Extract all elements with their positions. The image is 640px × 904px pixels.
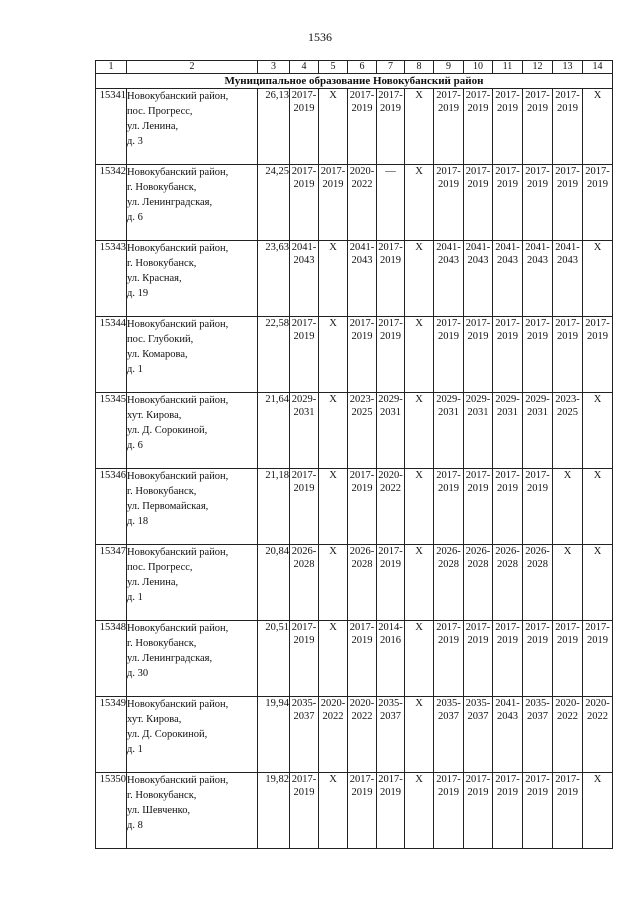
column-header: 12 (523, 61, 553, 74)
record-number: 15350 (96, 773, 127, 849)
record-number: 15342 (96, 165, 127, 241)
period-cell: 2017- 2019 (377, 545, 405, 621)
table-row (96, 165, 613, 241)
address-line: Новокубанский район, (127, 395, 229, 406)
address-cell (127, 773, 258, 849)
address-line: д. 18 (127, 516, 149, 527)
address-line: Новокубанский район, (127, 775, 229, 786)
column-header: 6 (348, 61, 377, 74)
table-row (96, 545, 613, 621)
period-cell: 2017- 2019 (434, 317, 464, 393)
period-cell: Х (583, 89, 613, 165)
period-cell: 2017- 2019 (290, 469, 319, 545)
table-row (96, 697, 613, 773)
period-cell: 2026- 2028 (493, 545, 523, 621)
period-cell: 2017- 2019 (523, 89, 553, 165)
column-header: 9 (434, 61, 464, 74)
period-cell: Х (553, 545, 583, 621)
period-cell: 2017- 2019 (553, 317, 583, 393)
period-cell: 2017- 2019 (348, 317, 377, 393)
period-cell: — (377, 165, 405, 241)
period-cell: 2014- 2016 (377, 621, 405, 697)
address-line: г. Новокубанск, (127, 486, 197, 497)
period-cell: 2017- 2019 (583, 165, 613, 241)
period-cell: 2026- 2028 (523, 545, 553, 621)
area-cell: 20,51 (258, 621, 290, 697)
period-cell: 2023- 2025 (553, 393, 583, 469)
housing-registry-table (95, 60, 613, 849)
period-cell: 2020- 2022 (319, 697, 348, 773)
table-row (96, 469, 613, 545)
column-header: 11 (493, 61, 523, 74)
table-row (96, 317, 613, 393)
period-cell: Х (553, 469, 583, 545)
period-cell: 2017- 2019 (464, 89, 493, 165)
period-cell: 2029- 2031 (493, 393, 523, 469)
period-cell: 2017- 2019 (553, 165, 583, 241)
address-line: Новокубанский район, (127, 471, 229, 482)
period-cell: Х (583, 241, 613, 317)
period-cell: 2017- 2019 (348, 773, 377, 849)
period-cell: 2017- 2019 (523, 773, 553, 849)
period-cell: 2029- 2031 (464, 393, 493, 469)
address-line: ул. Красная, (127, 273, 182, 284)
region-row (96, 74, 613, 89)
period-cell: Х (319, 621, 348, 697)
column-header: 13 (553, 61, 583, 74)
period-cell: 2026- 2028 (290, 545, 319, 621)
column-header: 3 (258, 61, 290, 74)
period-cell: 2017- 2019 (553, 621, 583, 697)
period-cell: Х (405, 89, 434, 165)
address-line: д. 19 (127, 288, 149, 299)
period-cell: Х (583, 469, 613, 545)
table-row (96, 241, 613, 317)
page-number: 1536 (308, 30, 332, 44)
address-cell (127, 469, 258, 545)
address-line: ул. Шевченко, (127, 805, 191, 816)
address-line: ул. Д. Сорокиной, (127, 729, 208, 740)
address-line: д. 6 (127, 212, 143, 223)
period-cell: 2041- 2043 (348, 241, 377, 317)
address-line: г. Новокубанск, (127, 258, 197, 269)
area-cell: 21,18 (258, 469, 290, 545)
period-cell: 2017- 2019 (348, 621, 377, 697)
address-line: Новокубанский район, (127, 547, 229, 558)
column-header: 2 (127, 61, 258, 74)
period-cell: 2017- 2019 (464, 773, 493, 849)
period-cell: 2041- 2043 (553, 241, 583, 317)
period-cell: 2029- 2031 (377, 393, 405, 469)
address-line: ул. Д. Сорокиной, (127, 425, 208, 436)
period-cell: 2017- 2019 (319, 165, 348, 241)
area-cell: 20,84 (258, 545, 290, 621)
column-header: 7 (377, 61, 405, 74)
period-cell: Х (319, 317, 348, 393)
address-cell (127, 317, 258, 393)
period-cell: Х (583, 393, 613, 469)
column-header: 1 (96, 61, 127, 74)
address-line: пос. Прогресс, (127, 106, 193, 117)
period-cell: 2017- 2019 (434, 469, 464, 545)
address-line: д. 1 (127, 744, 143, 755)
period-cell: Х (405, 393, 434, 469)
period-cell: 2017- 2019 (583, 317, 613, 393)
period-cell: 2017- 2019 (553, 773, 583, 849)
address-line: ул. Первомайская, (127, 501, 209, 512)
address-line: д. 3 (127, 136, 143, 147)
period-cell: 2017- 2019 (493, 621, 523, 697)
record-number: 15346 (96, 469, 127, 545)
address-cell (127, 165, 258, 241)
column-header-row (96, 61, 613, 74)
period-cell: Х (583, 773, 613, 849)
address-cell (127, 545, 258, 621)
period-cell: 2026- 2028 (348, 545, 377, 621)
period-cell: 2020- 2022 (553, 697, 583, 773)
column-header: 10 (464, 61, 493, 74)
period-cell: 2023- 2025 (348, 393, 377, 469)
column-header: 5 (319, 61, 348, 74)
period-cell: 2017- 2019 (523, 165, 553, 241)
period-cell: 2017- 2019 (493, 89, 523, 165)
period-cell: 2026- 2028 (434, 545, 464, 621)
address-cell (127, 241, 258, 317)
period-cell: 2017- 2019 (434, 621, 464, 697)
period-cell: 2041- 2043 (290, 241, 319, 317)
address-cell (127, 89, 258, 165)
period-cell: 2020- 2022 (348, 697, 377, 773)
period-cell: 2017- 2019 (290, 317, 319, 393)
period-cell: 2017- 2019 (464, 317, 493, 393)
period-cell: 2017- 2019 (464, 469, 493, 545)
record-number: 15348 (96, 621, 127, 697)
period-cell: 2017- 2019 (493, 165, 523, 241)
address-line: пос. Прогресс, (127, 562, 193, 573)
period-cell: 2026- 2028 (464, 545, 493, 621)
period-cell: 2017- 2019 (464, 621, 493, 697)
period-cell: Х (405, 697, 434, 773)
period-cell: 2017- 2019 (583, 621, 613, 697)
period-cell: 2017- 2019 (434, 89, 464, 165)
address-line: д. 6 (127, 440, 143, 451)
record-number: 15343 (96, 241, 127, 317)
period-cell: 2017- 2019 (290, 165, 319, 241)
address-cell (127, 621, 258, 697)
period-cell: 2041- 2043 (493, 241, 523, 317)
period-cell: 2020- 2022 (583, 697, 613, 773)
period-cell: 2017- 2019 (348, 89, 377, 165)
period-cell: 2029- 2031 (434, 393, 464, 469)
table-row (96, 393, 613, 469)
address-line: Новокубанский район, (127, 623, 229, 634)
column-header: 14 (583, 61, 613, 74)
period-cell: 2017- 2019 (493, 469, 523, 545)
address-line: Новокубанский район, (127, 243, 229, 254)
period-cell: 2041- 2043 (434, 241, 464, 317)
period-cell: 2029- 2031 (290, 393, 319, 469)
period-cell: 2017- 2019 (523, 621, 553, 697)
period-cell: 2035- 2037 (464, 697, 493, 773)
period-cell: Х (405, 469, 434, 545)
address-line: Новокубанский район, (127, 167, 229, 178)
period-cell: Х (405, 773, 434, 849)
period-cell: Х (405, 545, 434, 621)
period-cell: 2017- 2019 (553, 89, 583, 165)
period-cell: 2035- 2037 (377, 697, 405, 773)
period-cell: Х (319, 89, 348, 165)
record-number: 15349 (96, 697, 127, 773)
period-cell: 2020- 2022 (348, 165, 377, 241)
period-cell: Х (319, 393, 348, 469)
area-cell: 19,94 (258, 697, 290, 773)
period-cell: 2041- 2043 (523, 241, 553, 317)
record-number: 15347 (96, 545, 127, 621)
period-cell: Х (319, 469, 348, 545)
region-title: Муниципальное образование Новокубанский район (96, 74, 613, 89)
period-cell: 2017- 2019 (493, 317, 523, 393)
address-line: ул. Ленинградская, (127, 197, 213, 208)
period-cell: 2017- 2019 (377, 317, 405, 393)
address-line: г. Новокубанск, (127, 790, 197, 801)
period-cell: 2017- 2019 (290, 773, 319, 849)
table-row (96, 773, 613, 849)
address-line: Новокубанский район, (127, 319, 229, 330)
period-cell: 2017- 2019 (348, 469, 377, 545)
area-cell: 24,25 (258, 165, 290, 241)
address-line: г. Новокубанск, (127, 638, 197, 649)
address-line: хут. Кирова, (127, 714, 182, 725)
period-cell: 2035- 2037 (290, 697, 319, 773)
address-line: хут. Кирова, (127, 410, 182, 421)
period-cell: 2017- 2019 (523, 317, 553, 393)
address-line: д. 30 (127, 668, 149, 679)
address-line: д. 1 (127, 364, 143, 375)
address-line: ул. Ленина, (127, 121, 179, 132)
column-header: 4 (290, 61, 319, 74)
address-line: д. 8 (127, 820, 143, 831)
period-cell: Х (405, 241, 434, 317)
period-cell: 2017- 2019 (377, 241, 405, 317)
period-cell: 2017- 2019 (290, 89, 319, 165)
area-cell: 19,82 (258, 773, 290, 849)
column-header: 8 (405, 61, 434, 74)
period-cell: 2035- 2037 (523, 697, 553, 773)
period-cell: Х (319, 773, 348, 849)
period-cell: 2035- 2037 (434, 697, 464, 773)
address-line: Новокубанский район, (127, 699, 229, 710)
period-cell: 2029- 2031 (523, 393, 553, 469)
period-cell: 2017- 2019 (493, 773, 523, 849)
period-cell: Х (405, 165, 434, 241)
period-cell: 2041- 2043 (464, 241, 493, 317)
address-line: ул. Ленинградская, (127, 653, 213, 664)
address-line: ул. Комарова, (127, 349, 188, 360)
address-cell (127, 393, 258, 469)
period-cell: 2017- 2019 (434, 165, 464, 241)
address-line: Новокубанский район, (127, 91, 229, 102)
address-line: пос. Глубокий, (127, 334, 194, 345)
period-cell: 2017- 2019 (434, 773, 464, 849)
record-number: 15341 (96, 89, 127, 165)
period-cell: Х (405, 621, 434, 697)
area-cell: 21,64 (258, 393, 290, 469)
record-number: 15344 (96, 317, 127, 393)
area-cell: 22,58 (258, 317, 290, 393)
area-cell: 23,63 (258, 241, 290, 317)
table-row (96, 89, 613, 165)
period-cell: 2041- 2043 (493, 697, 523, 773)
address-line: ул. Ленина, (127, 577, 179, 588)
period-cell: Х (319, 241, 348, 317)
table-row (96, 621, 613, 697)
record-number: 15345 (96, 393, 127, 469)
period-cell: 2017- 2019 (464, 165, 493, 241)
address-line: д. 1 (127, 592, 143, 603)
period-cell: 2017- 2019 (377, 773, 405, 849)
address-cell (127, 697, 258, 773)
period-cell: 2017- 2019 (290, 621, 319, 697)
period-cell: 2017- 2019 (377, 89, 405, 165)
period-cell: Х (319, 545, 348, 621)
period-cell: Х (405, 317, 434, 393)
area-cell: 26,13 (258, 89, 290, 165)
address-line: г. Новокубанск, (127, 182, 197, 193)
period-cell: 2020- 2022 (377, 469, 405, 545)
period-cell: Х (583, 545, 613, 621)
period-cell: 2017- 2019 (523, 469, 553, 545)
